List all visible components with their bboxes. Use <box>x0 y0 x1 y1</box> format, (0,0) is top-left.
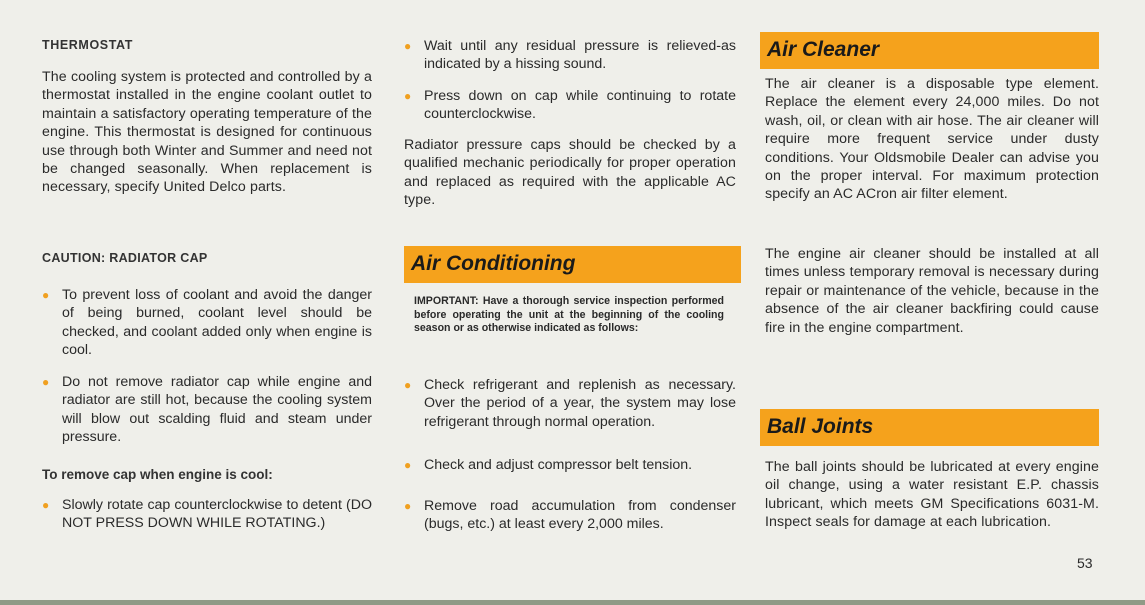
section-title-air-cleaner: Air Cleaner <box>760 32 1099 69</box>
bullet-icon: ● <box>404 89 412 103</box>
list-item <box>42 373 372 447</box>
list-item <box>404 37 736 74</box>
radiator-paragraph: Radiator pressure caps should be checked by a qualified mechanic periodically for proper operation and replaced as required with the applicable AC type. <box>404 137 736 209</box>
section-title-air-conditioning: Air Conditioning <box>404 246 741 283</box>
thermostat-heading: THERMOSTAT <box>42 38 133 52</box>
list-item <box>42 286 372 360</box>
press-down-bullet: Press down on cap while continuing to rotate counterclockwise. <box>424 88 736 123</box>
page-number: 53 <box>1077 555 1093 571</box>
list-item <box>404 376 736 431</box>
list-item <box>404 497 736 534</box>
list-item <box>404 87 736 124</box>
ball-joints-paragraph: The ball joints should be lubricated at every engine oil change, using a water resistant E.P. chassis lubricant, which meets GM Specifications 6031-M. Inspect seals for damage at each lubrication. <box>765 459 1099 531</box>
list-item <box>42 496 372 533</box>
page-bottom-edge <box>0 600 1145 605</box>
bullet-icon: ● <box>404 458 412 472</box>
bullet-icon: ● <box>404 378 412 392</box>
section-title-ball-joints: Ball Joints <box>760 409 1099 446</box>
bullet-icon: ● <box>42 498 50 512</box>
caution-heading: CAUTION: RADIATOR CAP <box>42 251 208 265</box>
bullet-icon: ● <box>42 375 50 389</box>
remove-cap-bullet: Slowly rotate cap counterclockwise to detent (DO NOT PRESS DOWN WHILE ROTATING.) <box>62 497 372 532</box>
caution-bullet-2: Do not remove radiator cap while engine and radiator are still hot, because the cooling system will blow out scalding fluid and steam under pressure. <box>62 374 372 446</box>
thermostat-paragraph: The cooling system is protected and controlled by a thermostat installed in the engine coolant outlet to maintain a satisfactory operating temperature of the engine. This thermostat is designed for continuous use through both Winter and Summer and need not be changed seasonally. When replacement is necessary, specify United Delco parts. <box>42 69 372 196</box>
air-cleaner-paragraph-1: The air cleaner is a disposable type element. Replace the element every 24,000 miles. Do not wash, oil, or clean with air hose. The air cleaner will require more frequent service under dusty conditions. Your Oldsmobile Dealer can advise you on the proper interval. For maximum protection specify an AC ACron air filter element. <box>765 76 1099 203</box>
ac-bullet-1: Check refrigerant and replenish as necessary. Over the period of a year, the system may lose refrigerant through normal operation. <box>424 377 736 430</box>
important-note: IMPORTANT: Have a thorough service inspection performed before operating the unit at the beginning of the cooling season or as otherwise indicated as follows: <box>414 295 724 335</box>
wait-bullet: Wait until any residual pressure is relieved-as indicated by a hissing sound. <box>424 38 736 73</box>
air-cleaner-paragraph-2: The engine air cleaner should be installed at all times unless temporary removal is necessary during repair or maintenance of the vehicle, because in the absence of the air cleaner backfiring could cause fire in the engine compartment. <box>765 246 1099 336</box>
ac-bullet-3: Remove road accumulation from condenser (bugs, etc.) at least every 2,000 miles. <box>424 498 736 533</box>
remove-cap-heading: To remove cap when engine is cool: <box>42 467 273 482</box>
bullet-icon: ● <box>404 499 412 513</box>
list-item <box>404 456 736 474</box>
bullet-icon: ● <box>42 288 50 302</box>
caution-bullet-1: To prevent loss of coolant and avoid the danger of being burned, coolant level should be checked, and coolant added only when engine is cool. <box>62 287 372 359</box>
bullet-icon: ● <box>404 39 412 53</box>
ac-bullet-2: Check and adjust compressor belt tension. <box>424 457 693 473</box>
